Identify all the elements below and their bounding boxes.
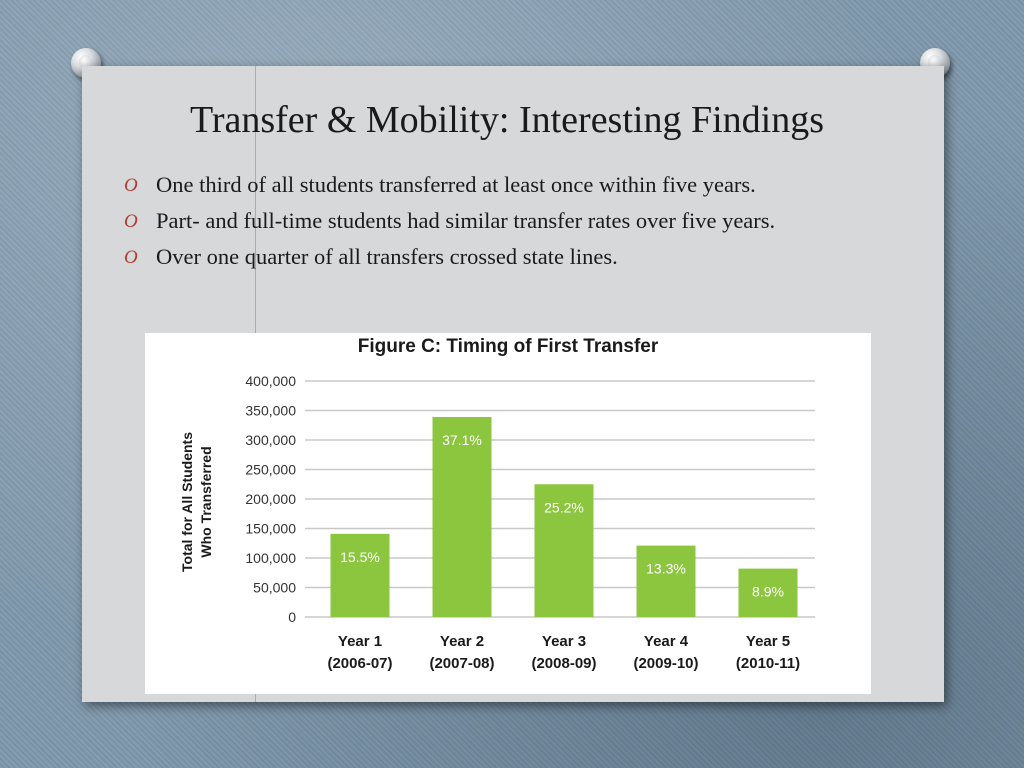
bullet-text: Over one quarter of all transfers crossed state lines. <box>156 244 618 269</box>
bar <box>331 534 390 617</box>
y-tick-label: 300,000 <box>245 432 296 448</box>
y-tick-label: 0 <box>288 609 296 625</box>
slide-card <box>82 66 944 702</box>
data-label: 25.2% <box>544 499 584 516</box>
data-label: 37.1% <box>442 431 482 448</box>
bullet-marker-icon: O <box>124 211 138 232</box>
x-tick-label: Year 3 <box>541 633 587 650</box>
y-axis-label-line: Who Transferred <box>198 446 214 558</box>
x-tick-labels <box>327 633 800 672</box>
y-tick-label: 50,000 <box>253 579 296 596</box>
x-tick-sublabel: (2008-09) <box>531 655 597 672</box>
bullet-list <box>124 169 914 277</box>
y-tick-label: 400,000 <box>245 373 296 389</box>
bullet-text: Part- and full-time students had similar transfer rates over five years. <box>156 208 776 233</box>
bar-chart <box>145 333 871 694</box>
y-tick-labels <box>245 373 296 625</box>
x-tick-sublabel: (2010-11) <box>735 655 801 672</box>
data-label: 8.9% <box>752 583 784 600</box>
y-axis-label <box>179 432 214 572</box>
bullet-text: One third of all students transferred at least once within five years. <box>156 172 756 197</box>
x-tick-label: Year 5 <box>745 633 791 650</box>
y-tick-label: 200,000 <box>245 491 296 507</box>
data-label: 15.5% <box>340 548 380 565</box>
bullet-item <box>124 169 914 200</box>
y-tick-label: 350,000 <box>245 402 296 419</box>
y-axis-label-line: Total for All Students <box>179 432 195 572</box>
chart-figure <box>145 333 871 694</box>
chart-title: Figure C: Timing of First Transfer <box>357 336 659 357</box>
bar <box>637 546 696 617</box>
x-tick-sublabel: (2007-08) <box>429 655 495 672</box>
x-tick-sublabel: (2009-10) <box>633 655 699 672</box>
x-tick-label: Year 2 <box>439 633 485 650</box>
slide-title: Transfer & Mobility: Interesting Findings <box>189 99 825 141</box>
data-label: 13.3% <box>646 560 686 577</box>
bullet-marker-icon: O <box>124 247 138 268</box>
x-tick-label: Year 4 <box>643 633 689 650</box>
y-tick-label: 100,000 <box>245 550 296 566</box>
y-tick-label: 250,000 <box>245 461 296 478</box>
bullet-marker-icon: O <box>124 175 138 196</box>
bullet-item <box>124 241 914 272</box>
bullet-item <box>124 205 914 236</box>
y-tick-label: 150,000 <box>245 520 296 537</box>
x-tick-label: Year 1 <box>337 633 383 650</box>
x-tick-sublabel: (2006-07) <box>327 655 393 672</box>
